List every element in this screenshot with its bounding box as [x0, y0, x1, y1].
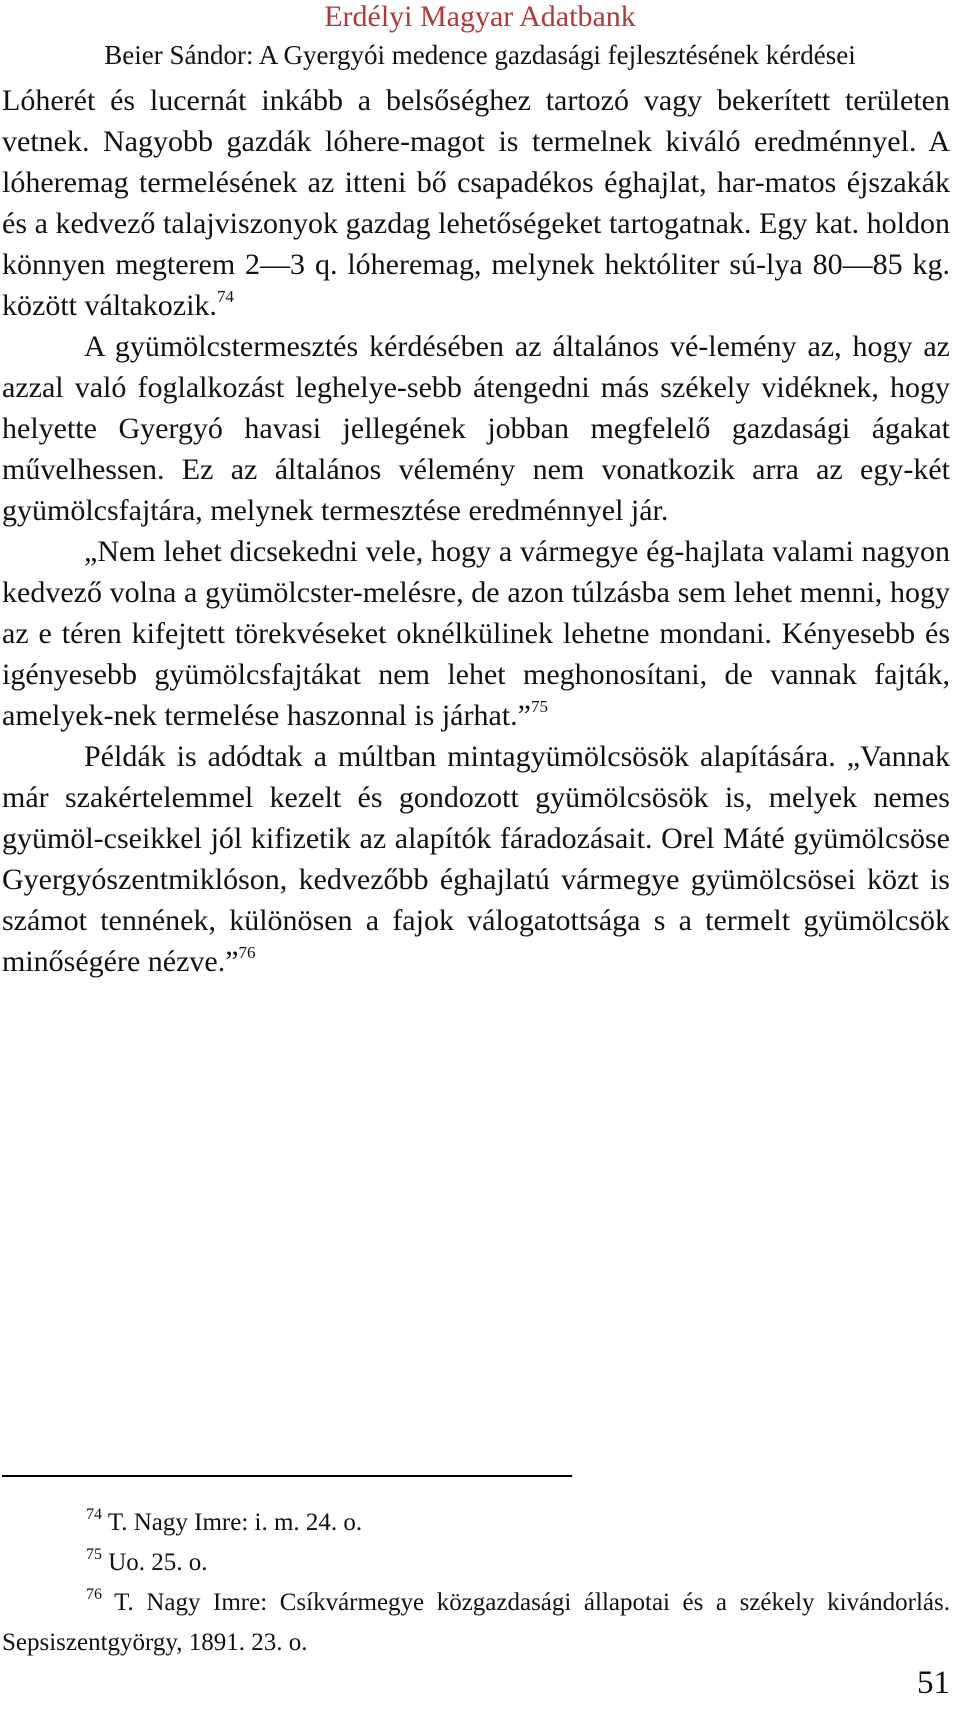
footnote [2, 1583, 950, 1663]
footnotes [2, 1503, 950, 1663]
footnote [2, 1543, 950, 1583]
footnote-text: T. Nagy Imre: Csíkvármegye közgazdasági állapotai és a székely kivándorlás. Sepsiszentgyörgy, 1891. 23. o. [2, 1589, 950, 1656]
footnote-text: T. Nagy Imre: i. m. 24. o. [107, 1509, 363, 1536]
paragraph-text: „Nem lehet dicsekedni vele, hogy a vármegye ég-hajlata valami nagyon kedvező volna a gyümölcster-melésre, de azon túlzásba sem lehet menni, hogy az e téren kifejtett törekvéseket oknélkülinek lehetne mondani. Kényesebb és igényesebb gyümölcsfajtákat nem lehet meghonosítani, de vannak fajták, amelyek-nek termelése haszonnal is járhat.” [2, 535, 950, 732]
paragraph-text: A gyümölcstermesztés kérdésében az általános vé-lemény az, hogy az azzal való foglalkozást leghelye-sebb átengedni más székely vidéknek, hogy helyette Gyergyó havasi jellegének jobban megfelelő gazdasági ágakat művelhessen. Ez az általános vélemény nem vonatkozik arra az egy-két gyümölcsfajtára, melynek termesztése eredménnyel jár. [2, 330, 950, 527]
footnote-number: 75 [86, 1546, 102, 1563]
site-title: Erdélyi Magyar Adatbank [324, 0, 636, 33]
footnote-number: 76 [86, 1586, 102, 1603]
paragraph [2, 736, 950, 982]
body-text [2, 80, 950, 982]
footnote-ref[interactable]: 75 [530, 697, 548, 716]
footnote-ref[interactable]: 74 [216, 287, 234, 306]
paragraph [2, 326, 950, 531]
paragraph-text: Példák is adódtak a múltban mintagyümölcsösök alapítására. „Vannak már szakértelemmel kezelt és gondozott gyümölcsösök is, melyek nemes gyümöl-cseikkel jól kifizetik az alapítók fáradozásait. Orel Máté gyümölcsöse Gyergyószentmiklóson, kedvezőbb éghajlatú vármegye gyümölcsösei közt is számot tennének, különösen a fajok válogatottsága s a termelt gyümölcsök minőségére nézve.” [2, 740, 950, 978]
footnote [2, 1503, 950, 1543]
footnote-ref[interactable]: 76 [238, 943, 256, 962]
footnote-number: 74 [86, 1506, 102, 1523]
paragraph [2, 531, 950, 736]
paragraph-text: Lóherét és lucernát inkább a belsőséghez tartozó vagy bekerített területen vetnek. Nagyobb gazdák lóhere-magot is termelnek kiváló eredménnyel. A lóheremag termelésének az itteni bő csapadékos éghajlat, har-matos éjszakák és a kedvező talajviszonyok gazdag lehetőségeket tartogatnak. Egy kat. holdon könnyen megterem 2—3 q. lóheremag, melynek hektóliter sú-lya 80—85 kg. között váltakozik. [2, 84, 950, 322]
page-number: 51 [917, 1665, 950, 1701]
paragraph [2, 80, 950, 326]
footnote-divider [2, 1475, 572, 1477]
document-title: Beier Sándor: A Gyergyói medence gazdasági fejlesztésének kérdései [104, 40, 856, 70]
footnote-text: Uo. 25. o. [108, 1549, 208, 1576]
